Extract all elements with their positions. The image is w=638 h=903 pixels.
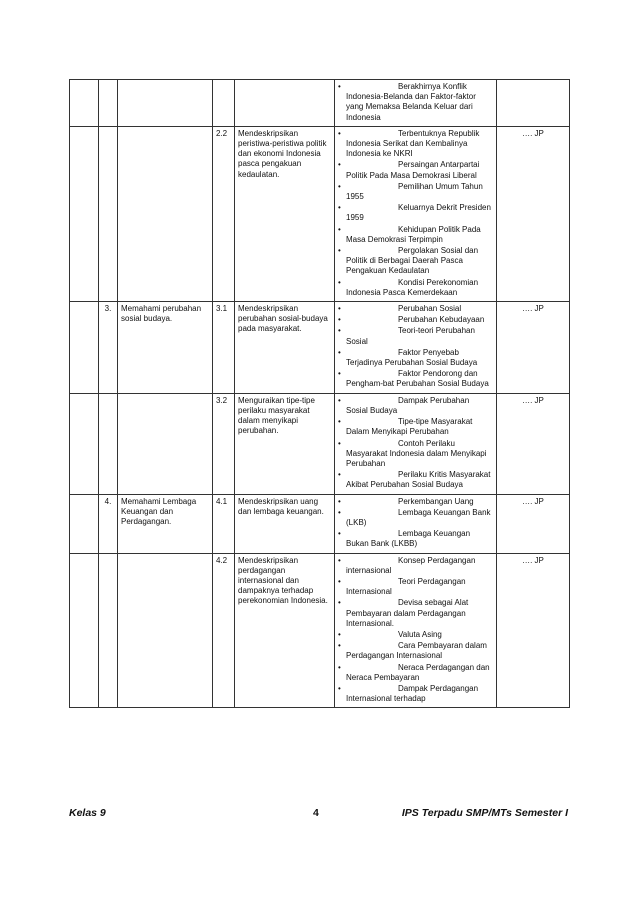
footer-page-number: 4: [313, 807, 319, 819]
kompetensi-dasar-cell: Mendeskripsikan perubahan sosial-budaya pada masyarakat.: [235, 302, 335, 394]
bullet-icon: •: [338, 555, 341, 565]
materi-item-text: Perubahan Sosial: [398, 304, 462, 314]
list-item: [338, 439, 493, 470]
bullet-icon: •: [338, 417, 341, 427]
materi-item-text: Teori Perdagangan Internasional: [346, 576, 466, 597]
blank-cell: [70, 126, 99, 301]
table-row: [70, 80, 570, 127]
materi-cell: [335, 553, 497, 708]
bullet-icon: •: [338, 277, 341, 287]
list-item: [338, 663, 493, 683]
materi-item-text: Devisa sebagai Alat Pembayaran dalam Perdagangan Internasional.: [346, 598, 469, 628]
materi-item-text: Perubahan Kebudayaan: [398, 315, 485, 325]
list-item: [338, 246, 493, 277]
alokasi-waktu-cell: …. JP: [497, 393, 570, 494]
bullet-icon: •: [338, 576, 341, 586]
materi-item-text: Teori-teori Perubahan Sosial: [346, 326, 475, 346]
list-item: [338, 182, 493, 202]
bullet-icon: •: [338, 629, 341, 639]
row-number-cell: [99, 126, 118, 301]
bullet-icon: •: [338, 224, 341, 234]
bullet-icon: •: [338, 507, 341, 517]
materi-item-text: Pemilihan Umum Tahun 1955: [346, 181, 483, 202]
list-item: [338, 497, 493, 507]
materi-item-text: Lembaga Keuangan Bank (LKB): [346, 507, 491, 527]
bullet-icon: •: [338, 315, 341, 325]
list-item: [338, 556, 493, 576]
materi-item-text: Tipe-tipe Masyarakat Dalam Menyikapi Perubahan: [346, 417, 473, 437]
materi-item-text: Berakhirnya Konflik Indonesia-Belanda dan Faktor-faktor yang Memaksa Belanda Keluar dari Indonesia: [346, 82, 476, 122]
materi-item-text: Perilaku Kritis Masyarakat Akibat Perubahan Sosial Budaya: [346, 470, 491, 490]
bullet-icon: •: [338, 181, 341, 191]
list-item: [338, 684, 493, 704]
list-item: [338, 203, 493, 223]
table-row: [70, 302, 570, 394]
list-item: [338, 82, 493, 123]
bullet-icon: •: [338, 496, 341, 506]
materi-item-text: Terbentuknya Republik Indonesia Serikat dan Kembalinya Indonesia ke NKRI: [346, 128, 480, 159]
footer-subject: IPS Terpadu SMP/MTs Semester I: [401, 807, 568, 819]
blank-cell: [70, 80, 99, 127]
alokasi-waktu-cell: …. JP: [497, 553, 570, 708]
materi-item-text: Neraca Perdagangan dan Neraca Pembayaran: [346, 662, 490, 682]
list-item: [338, 396, 493, 416]
bullet-icon: •: [338, 662, 341, 672]
materi-item-text: Persaingan Antarpartai Politik Pada Masa Demokrasi Liberal: [346, 160, 480, 180]
materi-cell: [335, 494, 497, 553]
standar-kompetensi-cell: [118, 553, 213, 708]
materi-item-text: Dampak Perubahan Sosial Budaya: [346, 395, 470, 415]
standar-kompetensi-cell: [118, 80, 213, 127]
list-item: [338, 598, 493, 629]
bullet-icon: •: [338, 160, 341, 170]
alokasi-waktu-cell: [497, 80, 570, 127]
materi-item-text: Perkembangan Uang: [398, 496, 474, 506]
table-row: [70, 126, 570, 301]
list-item: [338, 315, 493, 325]
row-number-cell: 4.: [99, 494, 118, 553]
bullet-icon: •: [338, 369, 341, 379]
list-item: [338, 326, 493, 346]
standar-kompetensi-cell: [118, 126, 213, 301]
kompetensi-dasar-cell: Menguraikan tipe-tipe perilaku masyarakat dalam menyikapi perubahan.: [235, 393, 335, 494]
bullet-icon: •: [338, 203, 341, 213]
materi-item-text: Kondisi Perekonomian Indonesia Pasca Kemerdekaan: [346, 277, 479, 297]
bullet-icon: •: [338, 438, 341, 448]
bullet-icon: •: [338, 641, 341, 651]
list-item: [338, 304, 493, 314]
materi-item-text: Dampak Perdagangan Internasional terhadap: [346, 683, 479, 704]
blank-cell: [70, 302, 99, 394]
blank-cell: [70, 553, 99, 708]
table-row: [70, 393, 570, 494]
list-item: [338, 417, 493, 437]
list-item: [338, 129, 493, 160]
kompetensi-dasar-cell: [235, 80, 335, 127]
bullet-icon: •: [338, 82, 341, 91]
alokasi-waktu-cell: …. JP: [497, 494, 570, 553]
row-number-cell: 3.: [99, 302, 118, 394]
row-number-cell: [99, 393, 118, 494]
footer-class: Kelas 9: [69, 807, 106, 819]
standar-kompetensi-cell: Memahami Lembaga Keuangan dan Perdagangan.: [118, 494, 213, 553]
kd-number-cell: 4.2: [213, 553, 235, 708]
alokasi-waktu-cell: …. JP: [497, 126, 570, 301]
table-row: [70, 494, 570, 553]
row-number-cell: [99, 80, 118, 127]
blank-cell: [70, 494, 99, 553]
materi-item-text: Contoh Perilaku Masyarakat Indonesia dalam Menyikapi Perubahan: [346, 438, 487, 468]
list-item: [338, 641, 493, 661]
kd-number-cell: 4.1: [213, 494, 235, 553]
bullet-icon: •: [338, 395, 341, 405]
bullet-icon: •: [338, 326, 341, 336]
list-item: [338, 348, 493, 368]
alokasi-waktu-cell: …. JP: [497, 302, 570, 394]
row-number-cell: [99, 553, 118, 708]
list-item: [338, 278, 493, 298]
list-item: [338, 630, 493, 640]
kd-number-cell: 3.2: [213, 393, 235, 494]
kd-number-cell: [213, 80, 235, 127]
materi-item-text: Valuta Asing: [398, 629, 442, 639]
materi-item-text: Faktor Pendorong dan Pengham-bat Perubahan Sosial Budaya: [346, 369, 489, 389]
bullet-icon: •: [338, 246, 341, 256]
materi-cell: [335, 302, 497, 394]
kd-number-cell: 2.2: [213, 126, 235, 301]
materi-cell: [335, 80, 497, 127]
bullet-icon: •: [338, 529, 341, 539]
bullet-icon: •: [338, 128, 341, 138]
list-item: [338, 470, 493, 490]
list-item: [338, 529, 493, 549]
syllabus-table: [69, 79, 570, 708]
kompetensi-dasar-cell: Mendeskripsikan perdagangan internasional dan dampaknya terhadap perekonomian Indonesia.: [235, 553, 335, 708]
bullet-icon: •: [338, 470, 341, 480]
materi-cell: [335, 393, 497, 494]
list-item: [338, 508, 493, 528]
materi-item-text: Faktor Penyebab Terjadinya Perubahan Sosial Budaya: [346, 347, 478, 368]
kd-number-cell: 3.1: [213, 302, 235, 394]
kompetensi-dasar-cell: Mendeskripsikan peristiwa-peristiwa politik dan ekonomi Indonesia pasca pengakuan kedaulatan.: [235, 126, 335, 301]
materi-cell: [335, 126, 497, 301]
list-item: [338, 160, 493, 180]
standar-kompetensi-cell: [118, 393, 213, 494]
materi-item-text: Keluarnya Dekrit Presiden 1959: [346, 203, 491, 223]
list-item: [338, 369, 493, 389]
table-row: [70, 553, 570, 708]
syllabus-body: [70, 80, 570, 708]
materi-item-text: Kehidupan Politik Pada Masa Demokrasi Terpimpin: [346, 224, 481, 244]
list-item: [338, 577, 493, 597]
kompetensi-dasar-cell: Mendeskripsikan uang dan lembaga keuangan.: [235, 494, 335, 553]
bullet-icon: •: [338, 598, 341, 608]
materi-item-text: Konsep Perdagangan internasional: [346, 555, 476, 575]
bullet-icon: •: [338, 347, 341, 357]
bullet-icon: •: [338, 304, 341, 314]
materi-item-text: Pergolakan Sosial dan Politik di Berbagai Daerah Pasca Pengakuan Kedaulatan: [346, 246, 479, 276]
materi-item-text: Lembaga Keuangan Bukan Bank (LKBB): [346, 529, 471, 549]
list-item: [338, 225, 493, 245]
bullet-icon: •: [338, 683, 341, 693]
standar-kompetensi-cell: Memahami perubahan sosial budaya.: [118, 302, 213, 394]
materi-item-text: Cara Pembayaran dalam Perdagangan Internasional: [346, 641, 487, 661]
blank-cell: [70, 393, 99, 494]
